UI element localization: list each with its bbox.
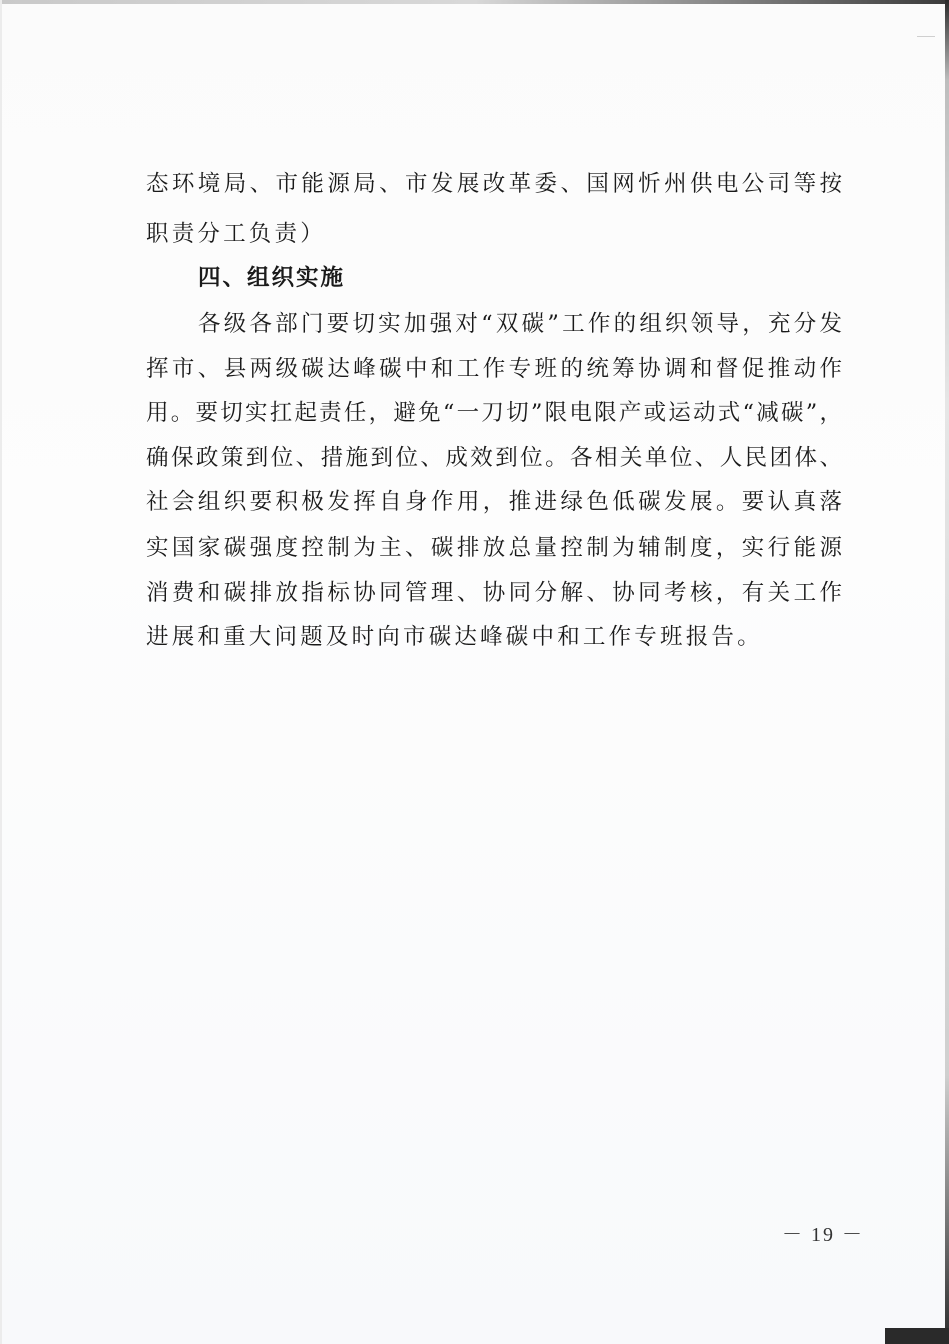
body-line: 挥市、县两级碳达峰碳中和工作专班的统筹协调和督促推动作 xyxy=(146,356,842,382)
body-line: 用。要切实扛起责任，避免“一刀切”限电限产或运动式“减碳”， xyxy=(146,400,842,426)
section-heading: 四、组织实施 xyxy=(198,265,346,291)
scan-left-edge xyxy=(0,0,2,1344)
body-line: 进展和重大问题及时向市碳达峰碳中和工作专班报告。 xyxy=(146,624,763,650)
body-line: 实国家碳强度控制为主、碳排放总量控制为辅制度，实行能源 xyxy=(146,535,842,561)
body-line: 消费和碳排放指标协同管理、协同分解、协同考核，有关工作 xyxy=(146,580,842,606)
body-line: 确保政策到位、措施到位、成效到位。各相关单位、人民团体、 xyxy=(146,445,842,471)
body-line: 社会组织要积极发挥自身作用，推进绿色低碳发展。要认真落 xyxy=(146,489,842,515)
scan-top-edge xyxy=(0,0,949,4)
body-line: 职责分工负责） xyxy=(146,221,326,247)
body-line: 各级各部门要切实加强对“双碳”工作的组织领导，充分发 xyxy=(198,311,842,337)
scan-corner-shadow xyxy=(885,1328,949,1344)
page-number: － 19 － xyxy=(782,1224,864,1246)
body-line: 态环境局、市能源局、市发展改革委、国网忻州供电公司等按 xyxy=(146,171,842,197)
scan-mark xyxy=(917,36,935,37)
scan-right-edge xyxy=(945,0,949,1344)
